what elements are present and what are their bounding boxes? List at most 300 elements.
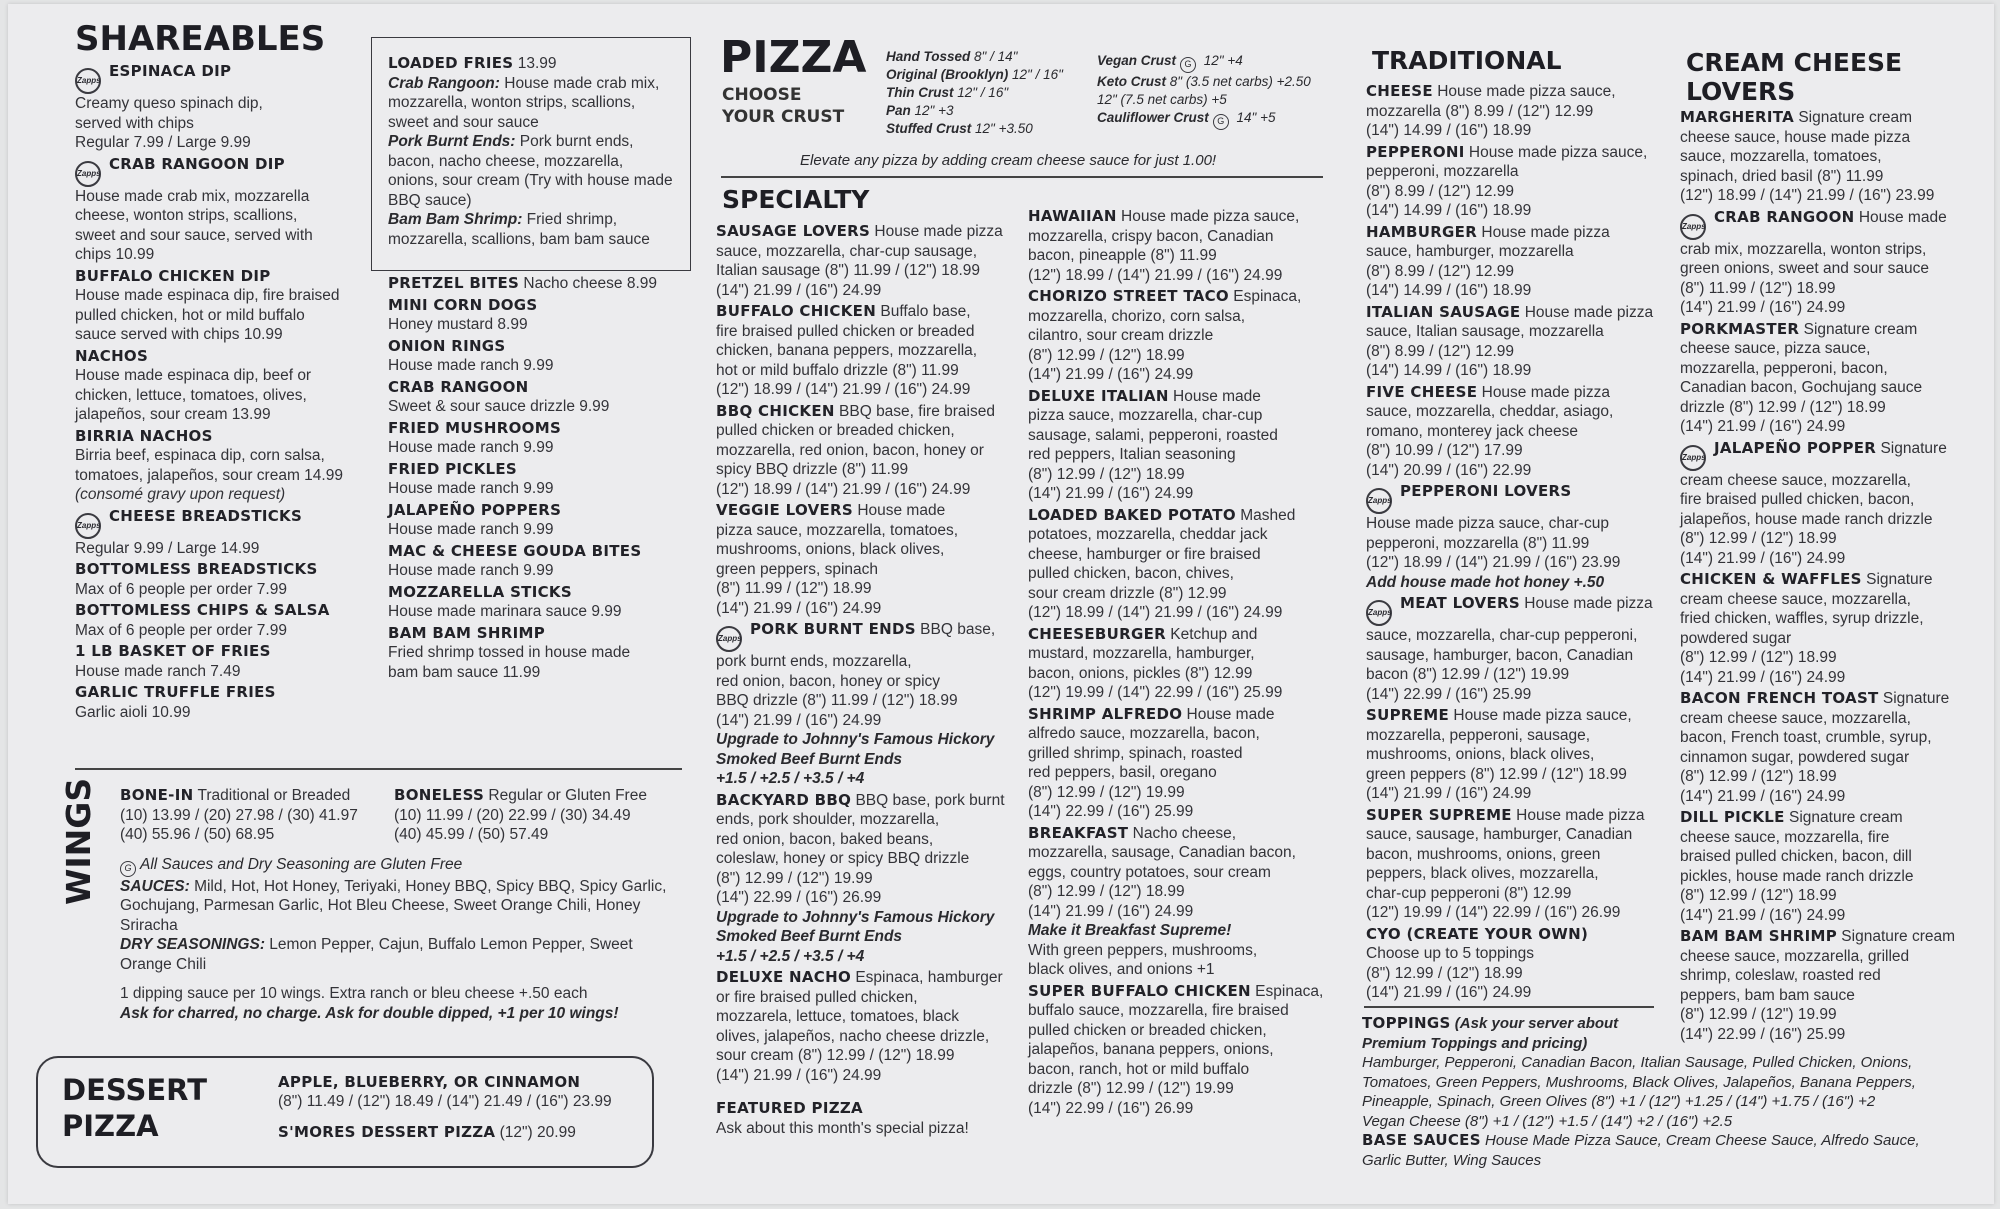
- menu-item: [1366, 143, 1666, 221]
- upgrade-line: Make it Breakfast Supreme!: [1028, 922, 1232, 939]
- menu-item-name: ESPINACA DIP: [109, 62, 232, 80]
- menu-item-header: [1028, 506, 1328, 526]
- menu-item-line: sauce, Italian sausage, mozzarella: [1366, 323, 1604, 340]
- menu-item-name: HAWAIIAN: [1028, 207, 1117, 225]
- menu-item-line: (14") 21.99 / (16") 24.99: [1680, 906, 1846, 924]
- menu-item-desc-inline: Signature: [1861, 571, 1933, 588]
- menu-item-header: [1366, 806, 1666, 826]
- crust-name: Thin Crust: [886, 85, 954, 100]
- menu-item-header: [1680, 320, 1980, 340]
- menu-item-desc-inline: BBQ base, fire braised: [834, 402, 995, 420]
- menu-item-header: [388, 337, 688, 357]
- upgrade-line: Smoked Beef Burnt Ends: [716, 928, 903, 945]
- menu-item-line: (12") 18.99 / (14") 21.99 / (16") 24.99: [716, 480, 971, 498]
- menu-item-line: cheese sauce, mozzarella, fire: [1680, 828, 1890, 846]
- upgrade-line: Upgrade to Johnny's Famous Hickory: [716, 731, 995, 748]
- menu-item-line: (12") 19.99 / (14") 22.99 / (16") 26.99: [1366, 904, 1621, 921]
- menu-item-header: [1366, 223, 1666, 243]
- menu-item-line: (8") 12.99 / (12") 18.99: [1028, 465, 1185, 483]
- menu-item-line: peppers, bam bam sauce: [1680, 986, 1855, 1004]
- menu-item-name: BAM BAM SHRIMP: [1680, 927, 1837, 945]
- menu-item-line: Max of 6 people per order 7.99: [75, 580, 287, 598]
- menu-item-line: cheese sauce, mozzarella, grilled: [1680, 947, 1910, 965]
- menu-item-line: sauce, mozzarella, char-cup pepperoni,: [1366, 627, 1638, 644]
- menu-item-line: Creamy queso spinach dip,: [75, 95, 263, 112]
- menu-item-line: pulled chicken, hot or mild buffalo: [75, 306, 305, 324]
- menu-item-header: [1680, 689, 1980, 709]
- specialty-title: SPECIALTY: [722, 185, 870, 214]
- dry-label: DRY SEASONINGS:: [120, 936, 265, 953]
- pizza-divider: [721, 176, 1323, 178]
- sauces-list: Mild, Hot, Hot Honey, Teriyaki, Honey BBQ, Spicy BBQ, Spicy Garlic, Gochujang, Parmesan Garlic, Hot Bleu Cheese, Sweet Orange Chili, Honey Sriracha: [120, 877, 667, 934]
- menu-item-name: BUFFALO CHICKEN DIP: [75, 266, 271, 285]
- toppings-list: Hamburger, Pepperoni, Canadian Bacon, Italian Sausage, Pulled Chicken, Onions, Tomatoes, Green Peppers, Mushrooms, Black Olives, Jalapeños, Banana Peppers, Pineapple, Spinach, Green Olives (8") +1 / (12") +1.25 / (14") +1.75 / (16") +2: [1362, 1054, 1916, 1110]
- menu-item-line: (14") 14.99 / (16") 18.99: [1366, 202, 1532, 219]
- dessert-pizza-box: [36, 1056, 654, 1168]
- loaded-fries-option-label: Pork Burnt Ends:: [388, 133, 516, 150]
- gluten-free-icon: G: [1180, 57, 1196, 73]
- menu-item-name: MEAT LOVERS: [1400, 594, 1520, 612]
- menu-item-line: (14") 21.99 / (16") 24.99: [1366, 785, 1532, 802]
- menu-item-header: [1680, 927, 1980, 947]
- menu-item-header: [716, 222, 1016, 242]
- menu-item-name: BACON FRENCH TOAST: [1680, 689, 1879, 707]
- menu-item-line: shrimp, coleslaw, roasted red: [1680, 967, 1881, 984]
- menu-item-line: (14") 14.99 / (16") 18.99: [1366, 122, 1532, 139]
- menu-item-line: olives, jalapeños, nacho cheese drizzle,: [716, 1027, 990, 1045]
- menu-item-line: (8") 12.99 / (12") 18.99: [1366, 964, 1523, 982]
- menu-item-name: PORK BURNT ENDS: [750, 620, 916, 638]
- menu-item-line: cinnamon sugar, powdered sugar: [1680, 748, 1910, 766]
- zapps-badge-icon: Zapps: [1680, 214, 1706, 240]
- menu-item: [716, 402, 1016, 500]
- menu-item-line: (12") 18.99 / (14") 21.99 / (16") 24.99: [1028, 266, 1283, 284]
- menu-item-header: [75, 267, 375, 287]
- menu-item-header: [75, 560, 375, 580]
- menu-item-line: grilled shrimp, spinach, roasted: [1028, 744, 1243, 762]
- menu-item-desc-inline: Ketchup and: [1165, 625, 1258, 643]
- menu-item-header: [1366, 383, 1666, 403]
- menu-item-header: [1366, 82, 1666, 102]
- toppings-divider: [1364, 1006, 1654, 1008]
- menu-item-desc-inline: House made pizza: [1477, 223, 1610, 241]
- menu-item: [1028, 287, 1328, 385]
- toppings-label: TOPPINGS: [1362, 1014, 1451, 1032]
- menu-item-name: CYO (CREATE YOUR OWN): [1366, 924, 1589, 943]
- menu-item-line: mozzarela, lettuce, tomatoes, black: [716, 1008, 959, 1025]
- menu-item-line: bacon, onions, pickles (8") 12.99: [1028, 664, 1253, 682]
- menu-item-name: CHEESE BREADSTICKS: [109, 506, 303, 525]
- menu-item: [1366, 303, 1666, 381]
- menu-item-header: [1028, 287, 1328, 307]
- menu-item-line: mozzarella, red onion, bacon, honey or: [716, 441, 984, 459]
- menu-item-name: PORKMASTER: [1680, 319, 1800, 338]
- menu-item-header: [716, 968, 1016, 988]
- menu-item-name: CHEESE: [1366, 82, 1433, 100]
- menu-item-line: (8") 12.99 / (12") 18.99: [1680, 768, 1837, 785]
- menu-item-header: [75, 507, 375, 539]
- menu-item-line: (8") 12.99 / (12") 19.99: [1028, 783, 1185, 801]
- wings-divider: [75, 768, 682, 770]
- upgrade-line: Add house made hot honey +.50: [1366, 573, 1605, 591]
- menu-item-desc-inline: Signature: [1876, 439, 1947, 457]
- menu-item-line: House made ranch 9.99: [388, 439, 554, 456]
- menu-item-line: fire braised pulled chicken, bacon,: [1680, 491, 1915, 508]
- menu-item-line: mozzarella, pepperoni, sausage,: [1366, 726, 1591, 744]
- dipping-note: 1 dipping sauce per 10 wings. Extra ranch or bleu cheese +.50 each: [120, 985, 588, 1002]
- menu-item-header: [1680, 208, 1980, 240]
- menu-item: [716, 501, 1016, 618]
- menu-item: [1680, 689, 1980, 806]
- loaded-fries-option: [388, 132, 676, 210]
- menu-item-line: Choose up to 5 toppings: [1366, 945, 1535, 962]
- menu-item-line: mozzarella, crispy bacon, Canadian: [1028, 227, 1274, 245]
- menu-item-line: (8") 12.99 / (12") 18.99: [1680, 649, 1837, 666]
- menu-item-line: chips 10.99: [75, 246, 155, 263]
- menu-item-name: CRAB RANGOON: [1714, 207, 1855, 226]
- shareables-left-list: [75, 62, 375, 722]
- menu-item-line: chicken, lettuce, tomatoes, olives,: [75, 386, 307, 404]
- shareables-title: SHAREABLES: [75, 19, 326, 59]
- menu-item-desc-inline: House made pizza sauce,: [1116, 208, 1300, 225]
- menu-item: [1366, 706, 1666, 804]
- menu-item-line: mustard, mozzarella, hamburger,: [1028, 645, 1255, 662]
- menu-item-line: (8") 12.99 / (12") 18.99: [1028, 346, 1185, 364]
- menu-item-line: green peppers, spinach: [716, 560, 879, 578]
- boneless-wings: [394, 786, 664, 845]
- upgrade-line: Upgrade to Johnny's Famous Hickory: [716, 908, 995, 926]
- menu-item-header: [388, 274, 688, 294]
- menu-item-line: bacon, ranch, hot or mild buffalo: [1028, 1060, 1250, 1078]
- menu-item-name: CRAB RANGOON DIP: [109, 154, 285, 173]
- menu-item: [1028, 387, 1328, 504]
- menu-item-header: [75, 601, 375, 621]
- dessert-title-2: PIZZA: [62, 1109, 159, 1143]
- toppings-header: [1362, 1014, 1652, 1053]
- menu-item: [1028, 207, 1328, 285]
- menu-item: [1680, 927, 1980, 1044]
- menu-item: [388, 337, 688, 376]
- menu-item-line: pulled chicken or breaded chicken,: [716, 422, 955, 439]
- menu-item-header: [388, 460, 688, 480]
- base-sauces-list: House Made Pizza Sauce, Cream Cheese Sauce, Alfredo Sauce, Garlic Butter, Wing Sauces: [1362, 1132, 1920, 1169]
- dessert-item1-prices: (8") 11.49 / (12") 18.49 / (14") 21.49 / (16") 23.99: [278, 1093, 612, 1110]
- menu-item-header: [1680, 439, 1980, 471]
- menu-item-line: coleslaw, honey or spicy BBQ drizzle: [716, 850, 970, 867]
- menu-item-line: (12") 18.99 / (14") 21.99 / (16") 24.99: [1028, 604, 1283, 621]
- dessert-title-1: DESSERT: [62, 1073, 207, 1107]
- menu-item-line: House made ranch 9.99: [388, 562, 554, 579]
- crust-sizes: 8" / 14": [970, 49, 1018, 64]
- menu-item: [388, 460, 688, 499]
- cream-cheese-title: [1686, 48, 1902, 106]
- wing-sauces: [120, 877, 685, 936]
- menu-item-line: (8") 12.99 / (12") 18.99: [1680, 887, 1837, 904]
- menu-item-line: (14") 21.99 / (16") 24.99: [1680, 299, 1846, 316]
- upgrade-line: +1.5 / +2.5 / +3.5 / +4: [716, 770, 865, 787]
- menu-item-name: MINI CORN DOGS: [388, 295, 538, 314]
- menu-item: [716, 791, 1016, 967]
- dessert-item2-price: (12") 20.99: [495, 1124, 576, 1141]
- base-sauces-label: BASE SAUCES: [1362, 1131, 1481, 1149]
- crust-option: [1097, 91, 1337, 109]
- loaded-fries-option-text: Pork burnt ends, bacon, nacho cheese, mozzarella, onions, sour cream (Try with house made BBQ sauce): [388, 133, 673, 209]
- menu-item: [1366, 925, 1666, 1003]
- boneless-prices-2: (40) 45.99 / (50) 57.49: [394, 826, 549, 843]
- menu-item-line: (8") 8.99 / (12") 12.99: [1366, 182, 1514, 200]
- menu-item: [388, 378, 688, 417]
- menu-item-line: (14") 21.99 / (16") 24.99: [716, 599, 882, 617]
- menu-item-name: LOADED BAKED POTATO: [1028, 505, 1236, 524]
- menu-item-line: (8") 11.99 / (12") 18.99: [716, 580, 872, 597]
- menu-item-line: (14") 21.99 / (16") 24.99: [1680, 549, 1846, 567]
- bone-in-prices-2: (40) 55.96 / (50) 68.95: [120, 826, 275, 843]
- menu-item-line: tomatoes, jalapeños, sour cream 14.99: [75, 466, 343, 484]
- menu-item-header: [1680, 108, 1980, 128]
- menu-item-line: spinach, dried basil (8") 11.99: [1680, 167, 1884, 185]
- menu-item-name: BAM BAM SHRIMP: [388, 623, 545, 642]
- crust-option: [1097, 109, 1337, 130]
- menu-item-name: MOZZARELLA STICKS: [388, 582, 572, 601]
- menu-item-line: (8") 12.99 / (12") 18.99: [1680, 530, 1837, 547]
- menu-item-line: House made ranch 9.99: [388, 521, 554, 538]
- crust-sizes: 12" +4: [1200, 53, 1243, 68]
- menu-item-header: [716, 501, 1016, 521]
- menu-item-line: (14") 22.99 / (16") 26.99: [716, 889, 882, 906]
- menu-item-line: or fire braised pulled chicken,: [716, 988, 918, 1006]
- menu-item-line: bacon (8") 12.99 / (12") 19.99: [1366, 666, 1570, 683]
- menu-item-name: NACHOS: [75, 346, 149, 365]
- menu-item-line: (14") 21.99 / (16") 24.99: [1028, 366, 1194, 383]
- menu-item-header: [1028, 387, 1328, 407]
- menu-item-header: [388, 378, 688, 398]
- gluten-free-icon: G: [120, 861, 136, 877]
- menu-item-line: (14") 21.99 / (16") 24.99: [1680, 787, 1846, 805]
- elevate-note: Elevate any pizza by adding cream cheese sauce for just 1.00!: [800, 152, 1217, 169]
- menu-item-name: DILL PICKLE: [1680, 808, 1785, 826]
- menu-item: [1680, 439, 1980, 569]
- menu-item-desc-inline: House made pizza: [1520, 303, 1654, 321]
- menu-item-line: cilantro, sour cream drizzle: [1028, 327, 1214, 344]
- menu-item-line: buffalo sauce, mozzarella, fire braised: [1028, 1002, 1289, 1019]
- menu-item-line: sauce, hamburger, mozzarella: [1366, 243, 1574, 260]
- menu-item-desc-inline: House made pizza sauce,: [1449, 707, 1632, 724]
- specialty-col-1: [716, 222, 1016, 1140]
- menu-item: [75, 155, 375, 265]
- menu-item-line: spicy BBQ drizzle (8") 11.99: [716, 461, 909, 478]
- menu-item: [1680, 320, 1980, 437]
- crust-name: Keto Crust: [1097, 74, 1167, 89]
- menu-item-desc-inline: Signature: [1878, 690, 1950, 707]
- menu-item-line: (12") 18.99 / (14") 21.99 / (16") 24.99: [716, 381, 971, 398]
- menu-item-line: drizzle (8") 12.99 / (12") 18.99: [1680, 398, 1886, 416]
- loaded-fries-price: 13.99: [517, 55, 557, 72]
- menu-item-line: House made crab mix, mozzarella: [75, 187, 310, 205]
- menu-item: [1366, 82, 1666, 141]
- menu-item-line: mushrooms, onions, black olives,: [716, 541, 945, 558]
- menu-item: [1366, 594, 1666, 704]
- menu-item-line: fried chicken, waffles, syrup drizzle,: [1680, 610, 1924, 627]
- menu-item-line: sauce, mozzarella, tomatoes,: [1680, 148, 1882, 165]
- menu-item: [388, 542, 688, 581]
- menu-item-desc-inline: Signature cream: [1794, 109, 1913, 126]
- menu-item: [388, 274, 688, 294]
- zapps-badge-icon: Zapps: [1366, 600, 1392, 626]
- menu-item-name: GARLIC TRUFFLE FRIES: [75, 683, 276, 701]
- menu-item-line: (14") 22.99 / (16") 26.99: [1028, 1099, 1194, 1117]
- crust-sizes: 12" (7.5 net carbs) +5: [1097, 92, 1227, 107]
- bone-in-wings: [120, 786, 380, 845]
- menu-item-line: crab mix, mozzarella, wonton strips,: [1680, 240, 1927, 258]
- loaded-fries-option-label: Crab Rangoon:: [388, 74, 500, 92]
- menu-item-line: jalapeños, sour cream 13.99: [75, 406, 271, 423]
- wings-title-wrap: [56, 779, 106, 909]
- crust-list-left: [886, 48, 1086, 138]
- crust-name: Original (Brooklyn): [886, 67, 1009, 82]
- menu-item-line: pepperoni, mozzarella (8") 11.99: [1366, 534, 1590, 552]
- menu-item-name: BACKYARD BBQ: [716, 790, 852, 809]
- menu-item: [75, 427, 375, 505]
- menu-item: [388, 583, 688, 622]
- menu-item-line: pickles, house made ranch drizzle: [1680, 867, 1914, 885]
- specialty-col-2: [1028, 207, 1328, 1120]
- menu-item-line: House made ranch 9.99: [388, 480, 554, 497]
- menu-item-header: [388, 542, 688, 562]
- menu-item-line: cream cheese sauce, mozzarella,: [1680, 709, 1911, 727]
- menu-item-line: cheese sauce, pizza sauce,: [1680, 340, 1871, 357]
- menu-item-name: CHORIZO STREET TACO: [1028, 287, 1229, 305]
- menu-item-header: [388, 583, 688, 603]
- menu-item-line: House made espinaca dip, beef or: [75, 367, 312, 384]
- menu-item-line: sour cream drizzle (8") 12.99: [1028, 584, 1227, 602]
- menu-item-header: [388, 296, 688, 316]
- menu-item: [75, 62, 375, 153]
- menu-item-line: (8") 8.99 / (12") 12.99: [1366, 342, 1514, 360]
- cream-cheese-title-1: CREAM CHEESE: [1686, 48, 1903, 77]
- menu-item-line: cheese, wonton strips, scallions,: [75, 207, 298, 224]
- menu-item: [388, 296, 688, 335]
- dessert-item1-name: APPLE, BLUEBERRY, OR CINNAMON: [278, 1073, 581, 1091]
- menu-item-header: [716, 791, 1016, 811]
- menu-item-line: red onion, bacon, baked beans,: [716, 830, 934, 848]
- traditional-title: TRADITIONAL: [1372, 46, 1562, 75]
- menu-item: [388, 501, 688, 540]
- menu-item-name: CHICKEN & WAFFLES: [1680, 570, 1862, 588]
- wings-title: WINGS: [59, 777, 98, 905]
- menu-item-name: MARGHERITA: [1680, 108, 1795, 126]
- menu-item-name: BREAKFAST: [1028, 823, 1129, 842]
- zapps-badge-icon: Zapps: [1680, 445, 1706, 471]
- menu-item-name: VEGGIE LOVERS: [716, 501, 854, 519]
- menu-item-line: Italian sausage (8") 11.99 / (12") 18.99: [716, 262, 981, 279]
- shareables-section: [75, 19, 375, 724]
- crust-sizes: 12" +3: [910, 103, 954, 118]
- menu-item-name: JALAPEÑO POPPERS: [388, 500, 562, 519]
- menu-item-line: Sweet & sour sauce drizzle 9.99: [388, 398, 610, 415]
- menu-item-line: jalapeños, house made ranch drizzle: [1680, 510, 1933, 528]
- menu-item-line: sausage, salami, pepperoni, roasted: [1028, 426, 1278, 444]
- menu-item: [1028, 705, 1328, 822]
- menu-item-name: BBQ CHICKEN: [716, 401, 835, 420]
- menu-item: [1028, 824, 1328, 980]
- menu-item-line: Honey mustard 8.99: [388, 316, 528, 333]
- menu-item-line: sauce, mozzarella, char-cup sausage,: [716, 242, 978, 260]
- menu-item-name: SUPER BUFFALO CHICKEN: [1028, 981, 1251, 1000]
- menu-item-line: drizzle (8") 12.99 / (12") 19.99: [1028, 1080, 1234, 1097]
- menu-item-line: Max of 6 people per order 7.99: [75, 621, 287, 639]
- menu-item-line: pulled chicken, bacon, chives,: [1028, 565, 1234, 582]
- menu-item: [1366, 223, 1666, 301]
- menu-item-desc-inline: House made: [1168, 387, 1261, 405]
- menu-item-line: Regular 9.99 / Large 14.99: [75, 539, 260, 557]
- crust-option: [1097, 73, 1337, 91]
- menu-item-line: Canadian bacon, Gochujang sauce: [1680, 379, 1923, 396]
- menu-item-name: BIRRIA NACHOS: [75, 426, 213, 445]
- menu-item: [75, 347, 375, 425]
- menu-item-line: bacon, French toast, crumble, syrup,: [1680, 729, 1932, 746]
- menu-item-desc-inline: BBQ base, pork burnt: [851, 791, 1005, 809]
- menu-item-line: sweet and sour sauce, served with: [75, 226, 313, 244]
- menu-item: [1366, 383, 1666, 481]
- menu-item: [1028, 506, 1328, 623]
- menu-item-line: (14") 21.99 / (16") 24.99: [716, 1066, 882, 1084]
- menu-item: [75, 507, 375, 559]
- sauces-label: SAUCES:: [120, 877, 190, 895]
- menu-item: [716, 1099, 1016, 1138]
- crust-option: [886, 84, 1086, 102]
- menu-item: [1680, 208, 1980, 318]
- menu-item-desc-inline: Signature cream: [1799, 320, 1918, 338]
- menu-item: [1680, 570, 1980, 687]
- menu-item-header: [1028, 982, 1328, 1002]
- cream-cheese-list: [1680, 108, 1980, 1046]
- menu-item-name: BOTTOMLESS CHIPS & SALSA: [75, 601, 330, 619]
- menu-item-desc-inline: Buffalo base,: [876, 303, 971, 320]
- menu-item-line: (8") 11.99 / (12") 18.99: [1680, 279, 1836, 297]
- menu-item-name: FRIED MUSHROOMS: [388, 418, 562, 437]
- menu-item-name: ONION RINGS: [388, 336, 506, 355]
- menu-item-line: (14") 21.99 / (16") 24.99: [716, 711, 882, 729]
- menu-item-header: [388, 624, 688, 644]
- menu-item: [1366, 482, 1666, 592]
- wing-dry-seasonings: [120, 935, 685, 974]
- bone-in-style: Traditional or Breaded: [193, 787, 351, 804]
- menu-item-line: (14") 22.99 / (16") 25.99: [1366, 685, 1532, 703]
- menu-item-line: braised pulled chicken, bacon, dill: [1680, 848, 1912, 865]
- menu-item-line: fire braised pulled chicken or breaded: [716, 322, 975, 340]
- menu-item-desc-inline: Espinaca,: [1228, 288, 1302, 305]
- menu-item-desc-inline: House made pizza: [1477, 383, 1610, 401]
- zapps-badge-icon: Zapps: [716, 626, 742, 652]
- menu-item-name: BOTTOMLESS BREADSTICKS: [75, 560, 318, 578]
- menu-item-line: powdered sugar: [1680, 629, 1792, 647]
- menu-item-header: [1680, 570, 1980, 590]
- boneless-name: BONELESS: [394, 786, 485, 804]
- cream-cheese-title-2: LOVERS: [1686, 77, 1796, 106]
- menu-item-line: (12") 19.99 / (14") 22.99 / (16") 25.99: [1028, 684, 1283, 701]
- menu-item-desc-inline: House made pizza: [1519, 595, 1653, 612]
- menu-item-desc-inline: House made pizza sauce,: [1432, 83, 1616, 100]
- menu-item-line: alfredo sauce, mozzarella, bacon,: [1028, 725, 1260, 742]
- menu-item-line: Fried shrimp tossed in house made: [388, 644, 631, 661]
- menu-item-name: SAUSAGE LOVERS: [716, 222, 871, 240]
- crust-name: Stuffed Crust: [886, 121, 972, 136]
- menu-item-line: pizza sauce, mozzarella, tomatoes,: [716, 521, 959, 539]
- zapps-badge-icon: Zapps: [1366, 488, 1392, 514]
- menu-item-line: green peppers (8") 12.99 / (12") 18.99: [1366, 765, 1627, 783]
- crust-sizes: 14" +5: [1232, 110, 1276, 125]
- menu-item-header: [75, 427, 375, 447]
